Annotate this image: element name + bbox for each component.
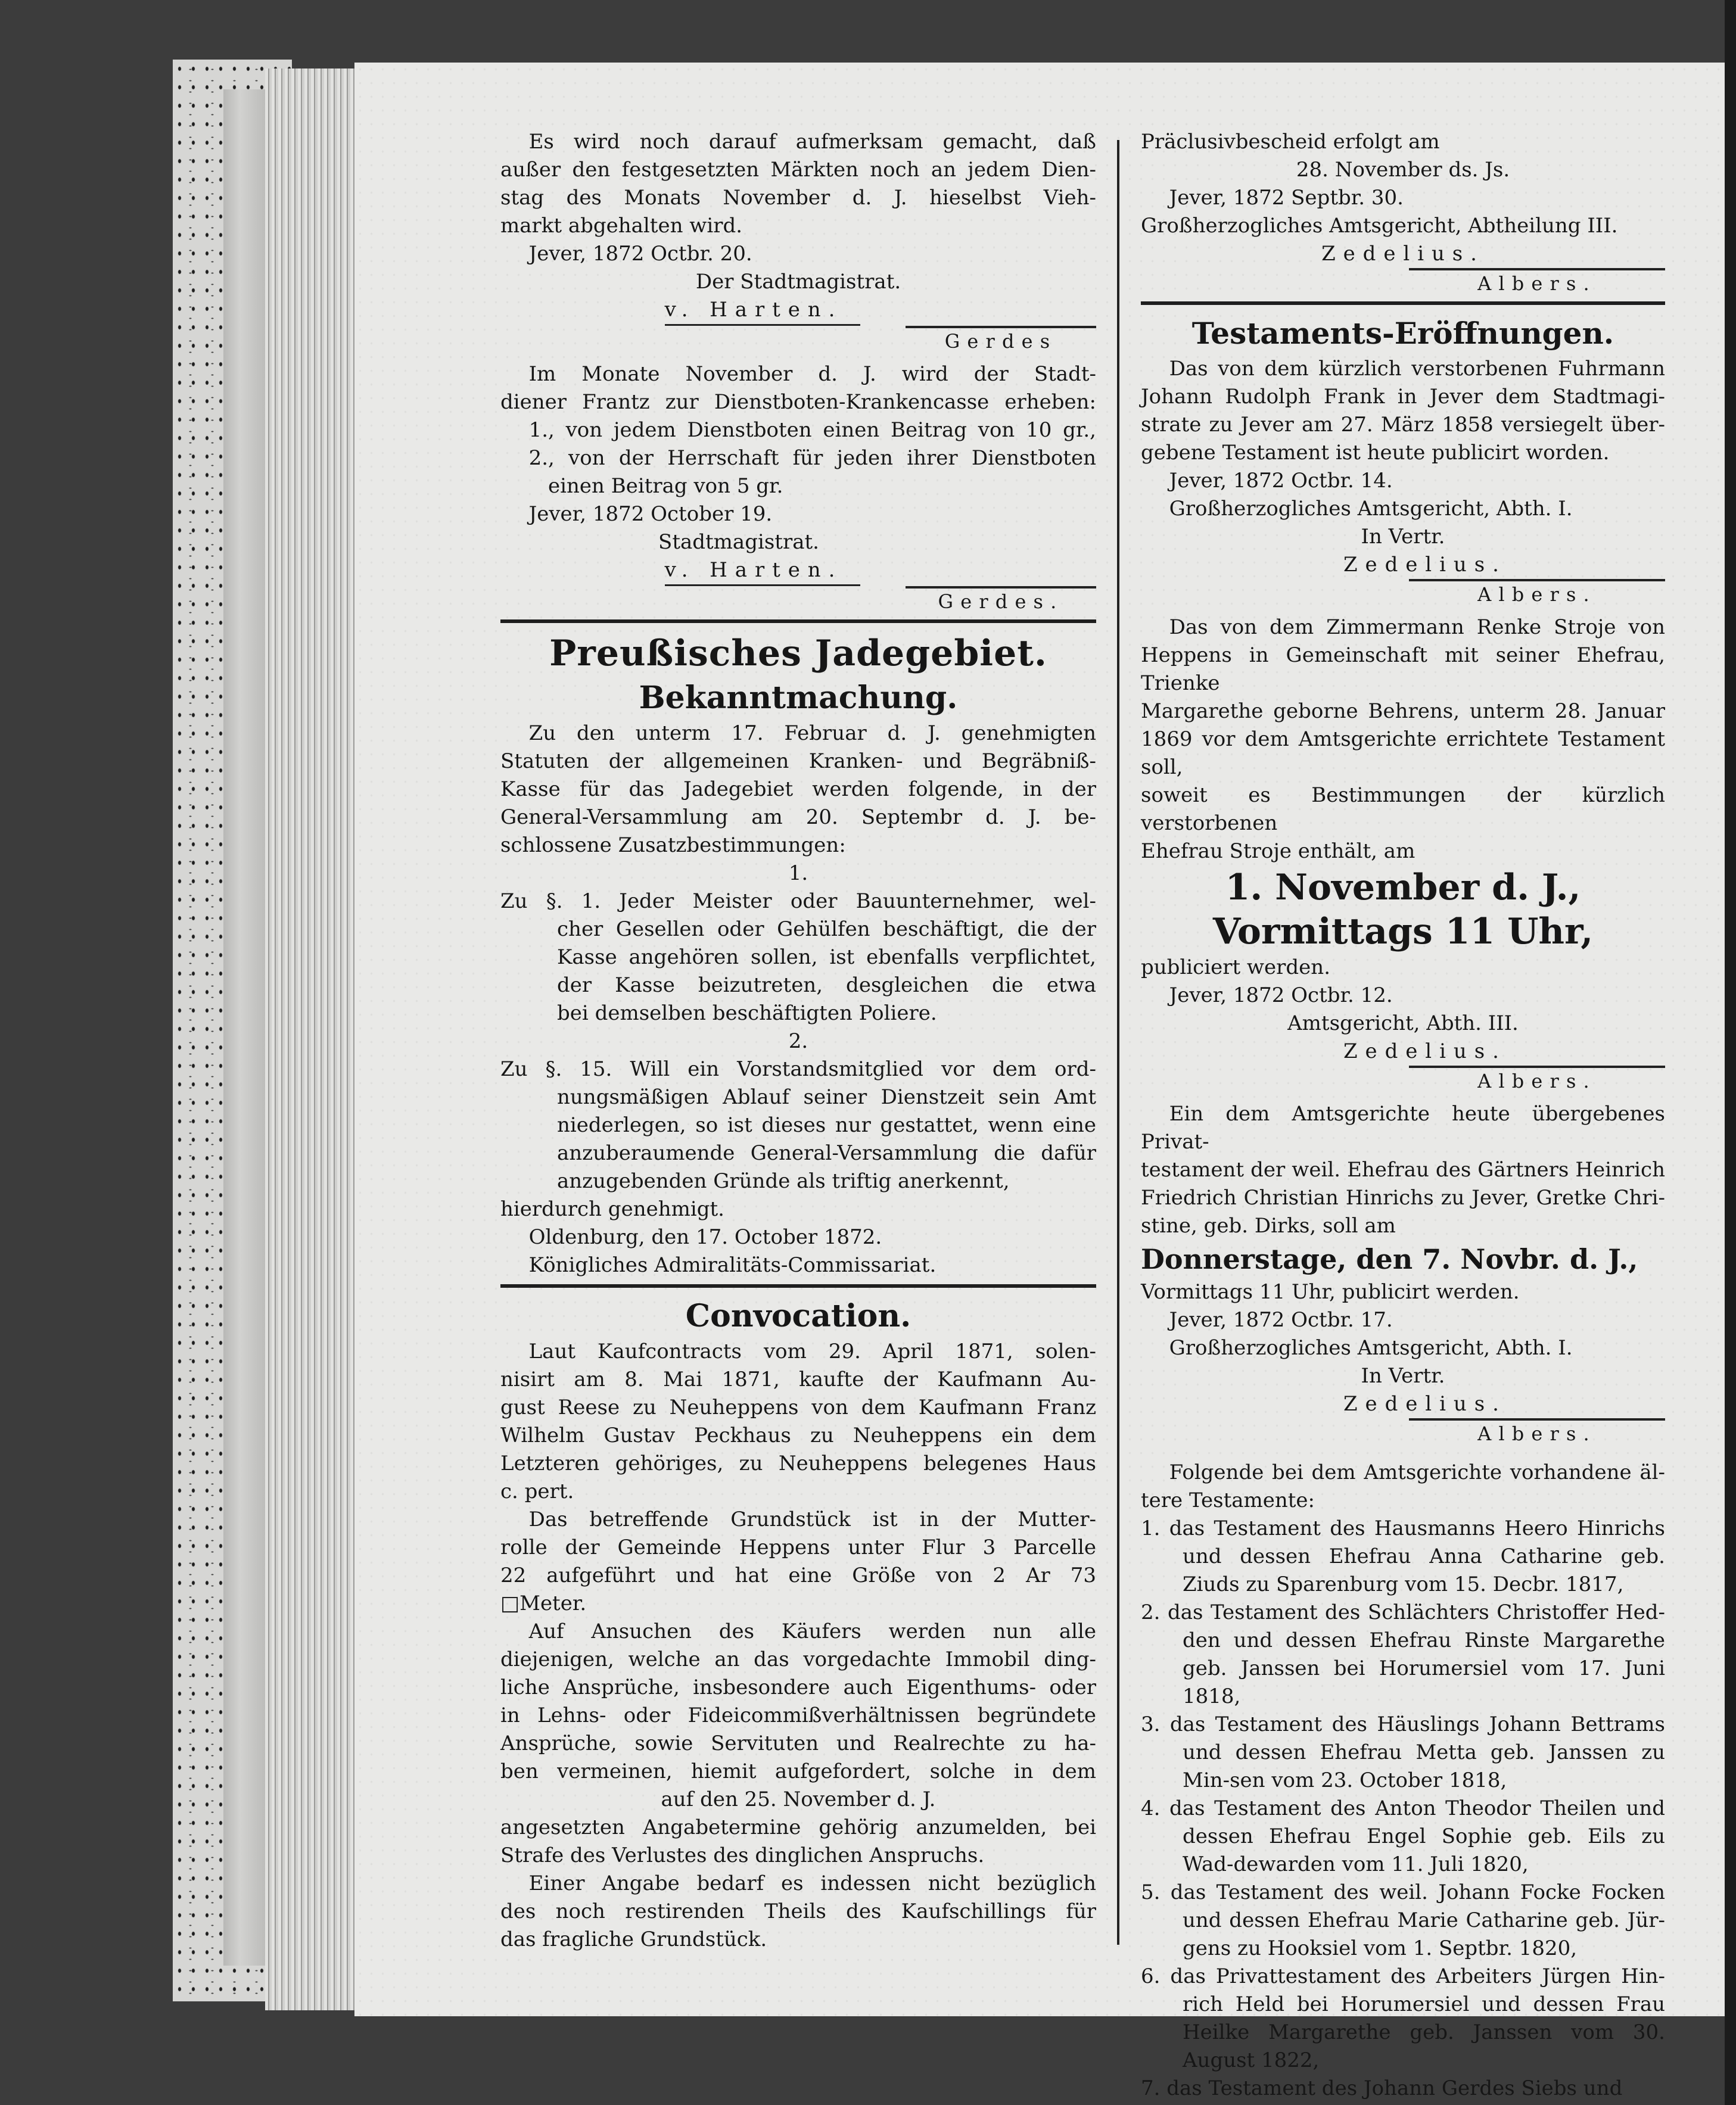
list-item: 3. das Testament des Häuslings Johann Bettrams und dessen Ehefrau Metta geb. Janssen zu Min-sen vom 23. October 1818, [1141, 1712, 1665, 1792]
notice-office: Königliches Admiralitäts-Commissariat. [528, 1253, 937, 1277]
text-line: Ansprüche, sowie Servituten und Realrechte zu ha- [500, 1732, 1096, 1755]
page-stack-edges [265, 68, 354, 2010]
paragraph-number: 2. [788, 1029, 808, 1053]
text-line: Margarethe geborne Behrens, unterm 28. Januar [1141, 699, 1665, 723]
text-line: nungsmäßigen Ablauf seiner Dienstzeit sein Amt [557, 1085, 1096, 1109]
text-line: in Lehns- oder Fideicommißverhältnissen begründete [500, 1704, 1096, 1727]
section-subheading: Bekanntmachung. [639, 680, 958, 716]
paragraph-number: 1. [788, 861, 808, 885]
notice-clerk: Albers. [1409, 268, 1665, 297]
notice-jadegebiet [500, 630, 1096, 1279]
opening-date: 1. November d. J., [1225, 867, 1581, 908]
hearing-date: auf den 25. November d. J. [661, 1788, 936, 1811]
text-line: hierdurch genehmigt. [500, 1197, 724, 1221]
text-line: c. pert. [500, 1480, 574, 1503]
notice-viehmarkt [500, 128, 1096, 354]
section-separator [500, 1284, 1096, 1288]
text-line: 2., von der Herrschaft für jeden ihrer Dienstboten [528, 446, 1096, 470]
text-line: rolle der Gemeinde Heppens unter Flur 3 Parcelle [500, 1536, 1096, 1559]
notice-signer: Zedelius. [1343, 1392, 1507, 1416]
notice-date: Oldenburg, den 17. October 1872. [528, 1225, 882, 1249]
scan-border [1725, 0, 1736, 2105]
notice-date: Jever, 1872 Octbr. 12. [1169, 983, 1393, 1007]
text-line: schlossene Zusatzbestimmungen: [500, 833, 846, 857]
text-line: testament der weil. Ehefrau des Gärtners Heinrich [1141, 1158, 1665, 1182]
notice-office: Der Stadtmagistrat. [695, 270, 901, 294]
text-line: Wilhelm Gustav Peckhaus zu Neuheppens ein dem [500, 1424, 1096, 1447]
notice-signer: v. Harten. [500, 296, 1096, 326]
text-line: Statuten der allgemeinen Kranken- und Begräbniß- [500, 749, 1096, 773]
notice-vertr: In Vertr. [1361, 525, 1445, 549]
text-line: Vormittags 11 Uhr, publicirt werden. [1141, 1280, 1520, 1304]
notice-convocation [500, 1295, 1096, 1954]
notice-signer: Zedelius. [1343, 553, 1507, 577]
text-line: einen Beitrag von 5 gr. [548, 474, 783, 498]
notice-signer: Zedelius. [1321, 242, 1485, 266]
text-line: Kasse für das Jadegebiet werden folgende, in der [500, 777, 1096, 801]
section-heading: Convocation. [685, 1298, 911, 1334]
text-line: □Meter. [500, 1592, 587, 1615]
list-item: 5. das Testament des weil. Johann Focke Focken und dessen Ehefrau Marie Catharine geb. Jür-gens zu Hooksiel vom 1. Septbr. 1820, [1141, 1880, 1665, 1960]
text-line: stine, geb. Dirks, soll am [1141, 1214, 1396, 1238]
column-divider [1117, 140, 1119, 1945]
list-item: 2. das Testament des Schlächters Christoffer Hed-den und dessen Ehefrau Rinste Margarethe geb. Janssen bei Horumersiel vom 17. Juni 1818, [1141, 1600, 1665, 1708]
notice-clerk: Gerdes. [906, 586, 1096, 615]
text-line: 28. November ds. Js. [1296, 158, 1510, 182]
text-line: Zu §. 15. Will ein Vorstandsmitglied vor dem ord- [500, 1057, 1096, 1081]
list-item: 7. das Testament des Johann Gerdes Siebs und [1141, 2076, 1623, 2100]
list-item: 1. das Testament des Hausmanns Heero Hinrichs und dessen Ehefrau Anna Catharine geb. Ziuds zu Sparenburg vom 15. Decbr. 1817, [1141, 1517, 1665, 1596]
notice-aeltere-testamente [1141, 1459, 1665, 2103]
list-item: 4. das Testament des Anton Theodor Theilen und dessen Ehefrau Engel Sophie geb. Eils zu Wad-dewarden vom 11. Juli 1820, [1141, 1796, 1665, 1876]
notice-office: Amtsgericht, Abth. III. [1287, 1011, 1519, 1035]
text-line: anzuberaumende General-Versammlung die dafür [557, 1141, 1096, 1165]
text-line: Es wird noch darauf aufmerksam gemacht, daß [528, 130, 1096, 154]
text-line: cher Gesellen oder Gehülfen beschäftigt, die der [557, 917, 1096, 941]
notice-office: Stadtmagistrat. [658, 530, 819, 554]
text-line: Das betreffende Grundstück ist in der Mutter- [528, 1508, 1096, 1531]
text-line: ben vermeinen, hiemit aufgefordert, solche in dem [500, 1760, 1096, 1783]
notice-clerk: Albers. [1409, 1418, 1665, 1447]
notice-signer: v. Harten. [500, 556, 1096, 586]
notice-date: Jever, 1872 Octbr. 20. [528, 242, 752, 266]
notice-date: Jever, 1872 October 19. [528, 502, 773, 526]
section-separator [1141, 301, 1665, 305]
notice-clerk: Albers. [1409, 1066, 1665, 1094]
text-line: Letzteren gehöriges, zu Neuheppens belegenes Haus [500, 1452, 1096, 1475]
opening-time: Vormittags 11 Uhr, [1212, 911, 1594, 952]
text-line: Das von dem Zimmermann Renke Stroje von [1169, 615, 1665, 639]
notice-date: Jever, 1872 Octbr. 17. [1169, 1308, 1393, 1332]
right-column [1141, 128, 1665, 2103]
text-line: Strafe des Verlustes des dinglichen Anspruchs. [500, 1844, 985, 1867]
text-line: bei demselben beschäftigten Poliere. [557, 1001, 937, 1025]
opening-date: Donnerstage, den 7. Novbr. d. J., [1141, 1243, 1638, 1275]
section-heading: Preußisches Jadegebiet. [549, 633, 1047, 674]
text-line: Einer Angabe bedarf es indessen nicht bezüglich [528, 1872, 1096, 1895]
notice-date: Jever, 1872 Septbr. 30. [1169, 186, 1404, 210]
text-line: der Kasse beizutreten, desgleichen die etwa [557, 973, 1096, 997]
notice-praeclusiv [1141, 128, 1665, 297]
left-column [500, 128, 1096, 1954]
section-separator [500, 619, 1096, 623]
text-line: Das von dem kürzlich verstorbenen Fuhrmann [1169, 357, 1665, 381]
book-spine-band [223, 89, 265, 1966]
notice-clerk: Gerdes [906, 326, 1096, 354]
notice-office: Großherzogliches Amtsgericht, Abth. I. [1169, 497, 1573, 521]
text-line: Laut Kaufcontracts vom 29. April 1871, solen- [528, 1340, 1096, 1363]
text-line: außer den festgesetzten Märkten noch an jedem Dien- [500, 158, 1096, 182]
text-line: 1., von jedem Dienstboten einen Beitrag von 10 gr., [528, 418, 1096, 442]
notice-testament-frank [1141, 355, 1665, 608]
notice-signer: Zedelius. [1343, 1039, 1507, 1063]
text-line: gust Reese zu Neuheppens von dem Kaufmann Franz [500, 1396, 1096, 1419]
text-line: markt abgehalten wird. [500, 214, 743, 238]
text-line: publiciert werden. [1141, 955, 1331, 979]
text-line: nisirt am 8. Mai 1871, kaufte der Kaufmann Au- [500, 1368, 1096, 1391]
notice-office: Großherzogliches Amtsgericht, Abtheilung III. [1141, 214, 1618, 238]
notice-vertr: In Vertr. [1361, 1364, 1445, 1388]
notice-testament-stroje [1141, 614, 1665, 1094]
newspaper-page [354, 63, 1725, 2100]
text-line: gebene Testament ist heute publicirt worden. [1141, 441, 1610, 465]
text-line: stag des Monats November d. J. hieselbst Vieh- [500, 186, 1096, 210]
text-line: Kasse angehören sollen, ist ebenfalls verpflichtet, [557, 945, 1096, 969]
notice-date: Jever, 1872 Octbr. 14. [1169, 469, 1393, 493]
notice-clerk: Albers. [1409, 579, 1665, 608]
text-line: 1869 vor dem Amtsgerichte errichtete Testament soll, [1141, 727, 1665, 779]
text-line: 22 aufgeführt und hat eine Größe von 2 Ar 73 [500, 1564, 1096, 1587]
notice-office: Großherzogliches Amtsgericht, Abth. I. [1169, 1336, 1573, 1360]
text-line: des noch restirenden Theils des Kaufschillings für [500, 1900, 1096, 1923]
text-line: General-Versammlung am 20. Septembr d. J. be- [500, 805, 1096, 829]
text-line: Ein dem Amtsgerichte heute übergebenes Privat- [1141, 1102, 1665, 1154]
list-item: 6. das Privattestament des Arbeiters Jürgen Hin-rich Held bei Horumersiel und dessen Frau Heilke Margarethe geb. Janssen vom 30. August 1822, [1141, 1964, 1665, 2072]
text-line: Zu §. 1. Jeder Meister oder Bauunternehmer, wel- [500, 889, 1096, 913]
text-line: anzugebenden Gründe als triftig anerkennt, [557, 1169, 1010, 1193]
text-line: Auf Ansuchen des Käufers werden nun alle [528, 1620, 1096, 1643]
section-heading: Testaments-Eröffnungen. [1191, 316, 1614, 351]
text-line: Folgende bei dem Amtsgerichte vorhandene äl- [1169, 1461, 1665, 1484]
notice-testament-hinrichs [1141, 1100, 1665, 1447]
text-line: Friedrich Christian Hinrichs zu Jever, Gretke Chri- [1141, 1186, 1665, 1210]
text-line: Zu den unterm 17. Februar d. J. genehmigten [528, 721, 1096, 745]
text-line: Präclusivbescheid erfolgt am [1141, 130, 1440, 154]
text-line: tere Testamente: [1141, 1489, 1315, 1512]
text-line: Im Monate November d. J. wird der Stadt- [528, 362, 1096, 386]
notice-krankencasse [500, 360, 1096, 615]
text-line: Johann Rudolph Frank in Jever dem Stadtmagi- [1141, 385, 1665, 409]
text-line: liche Ansprüche, insbesondere auch Eigenthums- oder [500, 1676, 1096, 1699]
text-line: angesetzten Angabetermine gehörig anzumelden, bei [500, 1816, 1096, 1839]
text-line: niederlegen, so ist dieses nur gestattet, wenn eine [557, 1113, 1096, 1137]
text-line: strate zu Jever am 27. März 1858 versiegelt über- [1141, 413, 1665, 437]
text-line: diejenigen, welche an das vorgedachte Immobil ding- [500, 1648, 1096, 1671]
text-line: diener Frantz zur Dienstboten-Krankencasse erheben: [500, 390, 1096, 414]
text-line: Ehefrau Stroje enthält, am [1141, 839, 1415, 863]
text-line: soweit es Bestimmungen der kürzlich verstorbenen [1141, 783, 1665, 835]
text-line: das fragliche Grundstück. [500, 1927, 767, 1951]
text-line: Heppens in Gemeinschaft mit seiner Ehefrau, Trienke [1141, 643, 1665, 695]
